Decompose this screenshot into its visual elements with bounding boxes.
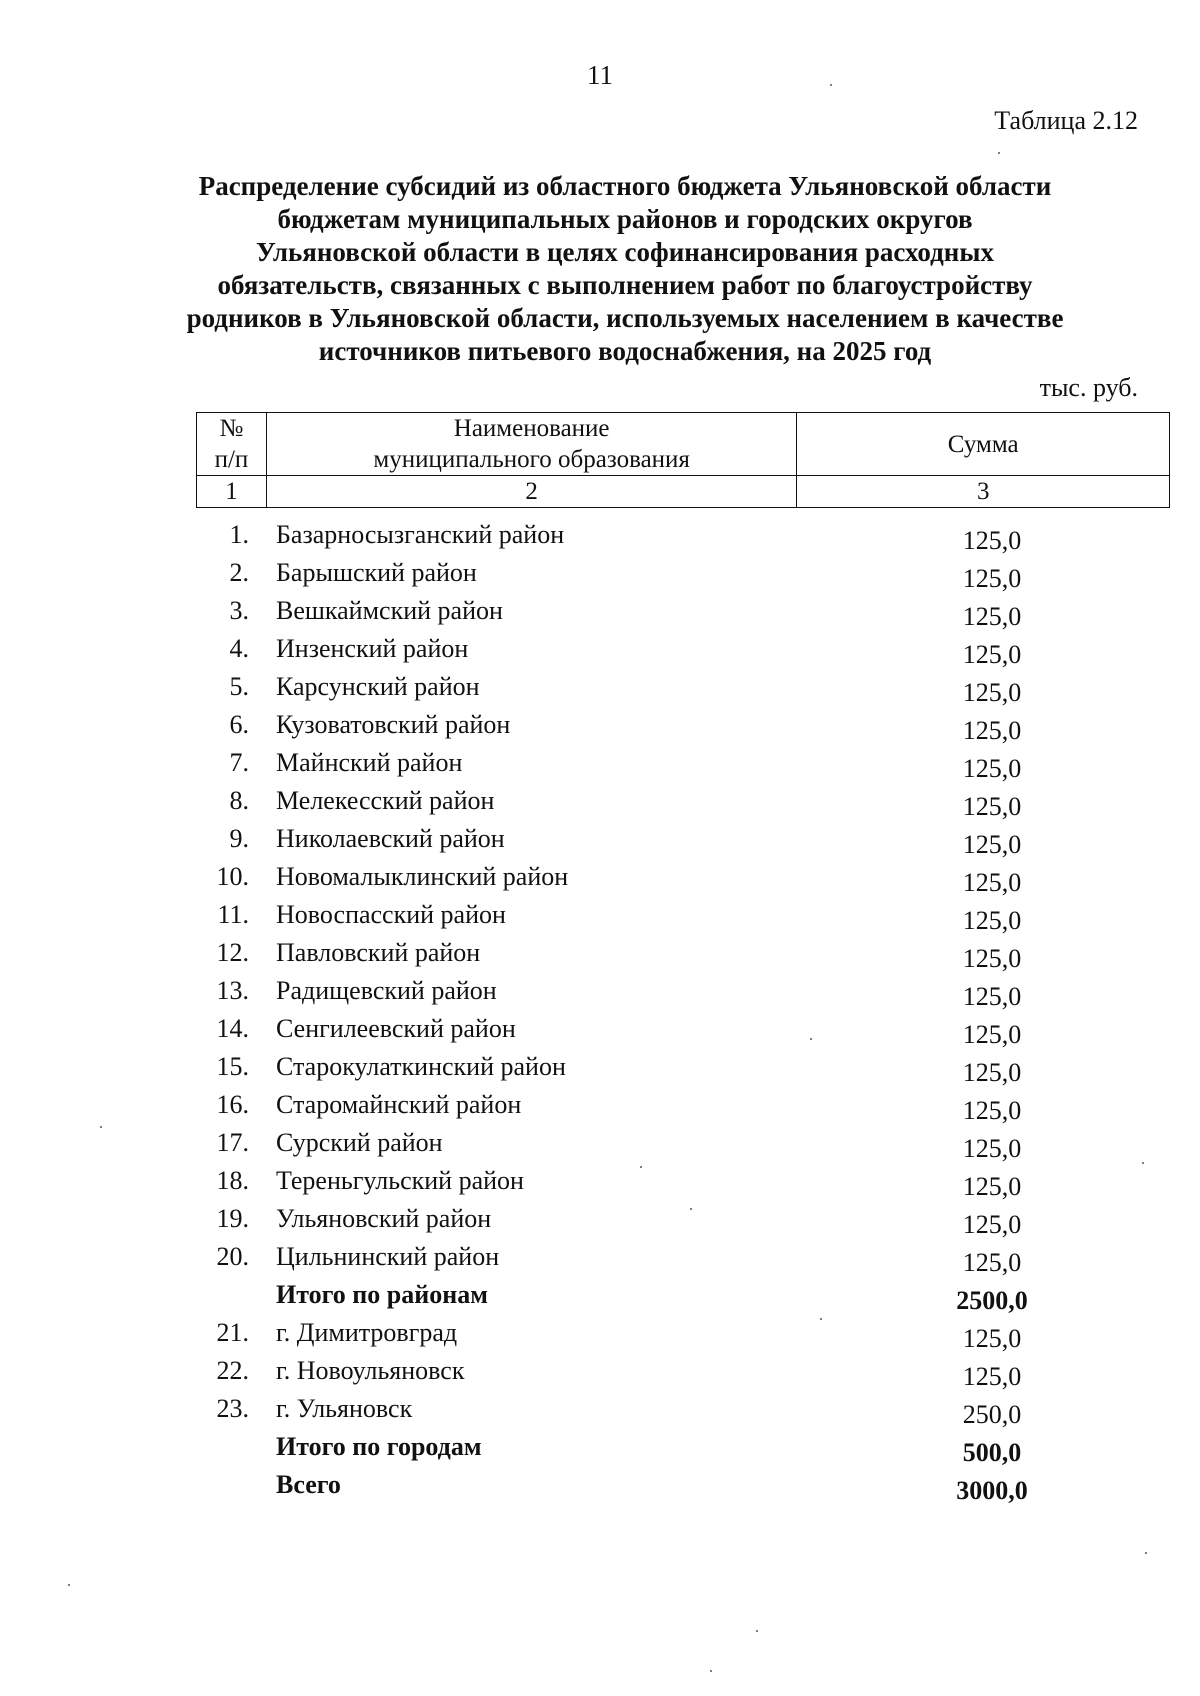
row-sum: 125,0 <box>962 640 1022 669</box>
row-sum: 125,0 <box>962 1172 1022 1201</box>
row-name: Ульяновский район <box>276 1204 492 1233</box>
row-sum: 125,0 <box>962 564 1022 593</box>
row-sum: 125,0 <box>962 944 1022 973</box>
table-row <box>196 1352 1170 1390</box>
row-name: Барышский район <box>276 558 477 587</box>
row-name: Тереньгульский район <box>276 1166 524 1195</box>
row-name: Новомалыклинский район <box>276 862 569 891</box>
page-number: 11 <box>587 60 613 90</box>
row-name: Базарносызганский район <box>276 520 565 549</box>
row-number: 23. <box>216 1394 249 1423</box>
row-name: Новоспасский район <box>276 900 506 929</box>
table-row <box>196 1048 1170 1086</box>
row-name: г. Ульяновск <box>276 1394 413 1423</box>
row-name: Карсунский район <box>276 672 480 701</box>
row-name: Кузоватовский район <box>276 710 511 739</box>
title-line: обязательств, связанных с выполнением работ по благоустройству <box>217 270 1033 300</box>
table-row <box>196 1238 1170 1276</box>
row-name: г. Димитровград <box>276 1318 458 1347</box>
row-name: Майнский район <box>276 748 463 777</box>
row-sum: 250,0 <box>962 1400 1022 1429</box>
table-row <box>196 1162 1170 1200</box>
row-number: 18. <box>216 1166 249 1195</box>
row-name: Старомайнский район <box>276 1090 522 1119</box>
table-row <box>196 972 1170 1010</box>
row-number: 21. <box>216 1318 249 1347</box>
table-row <box>196 896 1170 934</box>
table-row <box>196 1086 1170 1124</box>
row-number: 14. <box>216 1014 249 1043</box>
total-row <box>196 1276 1170 1314</box>
row-sum: 125,0 <box>962 906 1022 935</box>
table-row <box>196 1124 1170 1162</box>
row-number: 7. <box>229 748 249 777</box>
table-row <box>196 782 1170 820</box>
row-name: Инзенский район <box>276 634 469 663</box>
header-num: № п/п <box>197 413 267 476</box>
row-name: Сенгилеевский район <box>276 1014 516 1043</box>
row-number: 3. <box>229 596 249 625</box>
scan-speck <box>810 1038 812 1040</box>
row-sum: 125,0 <box>962 830 1022 859</box>
row-number: 11. <box>217 900 249 929</box>
table-row <box>196 516 1170 554</box>
row-sum: 125,0 <box>962 678 1022 707</box>
row-sum: 3000,0 <box>956 1476 1028 1505</box>
row-name: Радищевский район <box>276 976 497 1005</box>
row-sum: 125,0 <box>962 1020 1022 1049</box>
row-sum: 125,0 <box>962 868 1022 897</box>
scan-speck <box>1142 1162 1144 1164</box>
table-row <box>196 668 1170 706</box>
row-name: Итого по районам <box>276 1280 488 1309</box>
row-number: 19. <box>216 1204 249 1233</box>
table-row <box>196 1200 1170 1238</box>
row-number: 16. <box>216 1090 249 1119</box>
title-line: Ульяновской области в целях софинансирования расходных <box>256 237 994 267</box>
row-number: 6. <box>229 710 249 739</box>
scan-speck <box>100 1126 102 1128</box>
scan-speck <box>756 1630 758 1632</box>
scan-speck <box>830 84 832 86</box>
scan-speck <box>68 1584 70 1586</box>
document-title <box>175 170 1075 368</box>
row-number: 22. <box>216 1356 249 1385</box>
row-name: г. Новоульяновск <box>276 1356 465 1385</box>
row-name: Всего <box>276 1470 341 1499</box>
total-row <box>196 1466 1170 1504</box>
row-sum: 125,0 <box>962 526 1022 555</box>
title-line: источников питьевого водоснабжения, на 2025 год <box>318 336 932 366</box>
title-line: Распределение субсидий из областного бюджета Ульяновской области <box>198 171 1052 201</box>
table-row <box>196 820 1170 858</box>
row-name: Николаевский район <box>276 824 505 853</box>
row-name: Сурский район <box>276 1128 443 1157</box>
row-sum: 125,0 <box>962 792 1022 821</box>
row-sum: 125,0 <box>962 1248 1022 1277</box>
title-line: бюджетам муниципальных районов и городских округов <box>277 204 973 234</box>
row-sum: 125,0 <box>962 754 1022 783</box>
scan-speck <box>820 1318 822 1320</box>
row-number: 5. <box>229 672 249 701</box>
row-number: 17. <box>216 1128 249 1157</box>
scan-speck <box>640 1166 642 1168</box>
row-number: 2. <box>229 558 249 587</box>
table-body <box>196 516 1170 1504</box>
row-sum: 125,0 <box>962 1134 1022 1163</box>
header-name: Наименование муниципального образования <box>266 413 796 476</box>
table-row <box>196 706 1170 744</box>
table-row <box>196 554 1170 592</box>
units-label: тыс. руб. <box>1039 373 1138 402</box>
row-number: 4. <box>229 634 249 663</box>
header-col-number: 2 <box>266 476 796 508</box>
row-name: Мелекесский район <box>276 786 495 815</box>
row-sum: 125,0 <box>962 716 1022 745</box>
row-number: 15. <box>216 1052 249 1081</box>
table-row <box>196 1314 1170 1352</box>
table-row <box>196 592 1170 630</box>
scan-speck <box>998 152 1000 154</box>
table-header <box>196 412 1170 508</box>
header-col-number: 3 <box>797 476 1170 508</box>
row-name: Вешкаймский район <box>276 596 503 625</box>
table-row <box>196 934 1170 972</box>
row-number: 9. <box>229 824 249 853</box>
row-sum: 125,0 <box>962 1096 1022 1125</box>
total-row <box>196 1428 1170 1466</box>
row-sum: 125,0 <box>962 1362 1022 1391</box>
row-name: Итого по городам <box>276 1432 482 1461</box>
row-sum: 125,0 <box>962 982 1022 1011</box>
table-row <box>196 1390 1170 1428</box>
table-row <box>196 744 1170 782</box>
row-sum: 125,0 <box>962 1324 1022 1353</box>
row-sum: 125,0 <box>962 1058 1022 1087</box>
row-sum: 2500,0 <box>956 1286 1028 1315</box>
row-sum: 500,0 <box>962 1438 1022 1467</box>
table-row <box>196 630 1170 668</box>
title-line: родников в Ульяновской области, используемых населением в качестве <box>186 303 1064 333</box>
row-name: Цильнинский район <box>276 1242 500 1271</box>
scan-speck <box>690 1208 692 1210</box>
row-sum: 125,0 <box>962 1210 1022 1239</box>
row-name: Павловский район <box>276 938 481 967</box>
row-number: 12. <box>216 938 249 967</box>
header-col-number: 1 <box>197 476 267 508</box>
row-number: 13. <box>216 976 249 1005</box>
scan-speck <box>1145 1552 1147 1554</box>
row-sum: 125,0 <box>962 602 1022 631</box>
scan-speck <box>710 1670 712 1672</box>
row-number: 8. <box>229 786 249 815</box>
header-sum: Сумма <box>797 413 1170 476</box>
row-name: Старокулаткинский район <box>276 1052 566 1081</box>
table-row <box>196 858 1170 896</box>
table-row <box>196 1010 1170 1048</box>
table-label: Таблица 2.12 <box>994 106 1138 135</box>
row-number: 10. <box>216 862 249 891</box>
row-number: 1. <box>229 520 249 549</box>
row-number: 20. <box>216 1242 249 1271</box>
